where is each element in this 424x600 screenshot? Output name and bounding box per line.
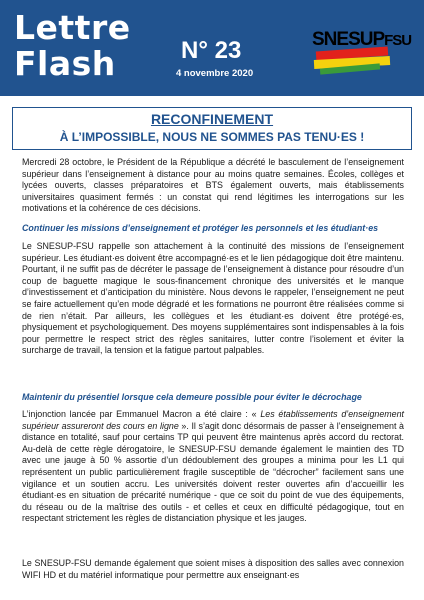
- presential-text-rest: ». Il s’agit donc désormais de passer à l’enseignement à distance en totalité, sauf pour certains TP qui peuvent être maintenus après accord du rectorat. Au-delà de cette règle dérogatoire, le SNESUP-FSU demande également le maintien des TD avec une jauge à 50 % assortie d’un dédoublement des groupes a minima pour les L1 qui représentent un public particulièrement fragile susceptible de “décrocher” facilement sans une vigilance et un soutien accru. Les universités doivent rester ouvertes afin d’accueillir les étudiant·es en situation de précarité numérique - que ce soit du point de vue des équipements, du réseau ou de la maîtrise des outils - et celles et ceux en difficulté pédagogique, tout en respectant strictement les règles de distanciation physique et les jauges.: [22, 420, 404, 524]
- snesup-fsu-logo: [312, 28, 412, 76]
- headline-box: [12, 107, 412, 150]
- logo-main-text: SNESUP: [312, 29, 385, 50]
- masthead-flash: Flash: [14, 44, 116, 83]
- newsletter-header: [0, 0, 424, 96]
- macron-quote: Les établissements d’enseignement supérieur assureront des cours en ligne: [22, 409, 404, 431]
- resources-paragraph: Le SNESUP-FSU demande également que soient mises à disposition des salles avec connexion WIFI HD et du matériel informatique pour permettre aux enseignant·es: [22, 558, 404, 580]
- issue-number: N° 23: [181, 37, 242, 64]
- logo-wordmark: [312, 30, 411, 51]
- headline-subtitle: À L’IMPOSSIBLE, NOUS NE SOMMES PAS TENU·ES !: [59, 130, 365, 144]
- presential-paragraph: [22, 409, 404, 525]
- headline-title: RECONFINEMENT: [150, 111, 274, 127]
- intro-paragraph: Mercredi 28 octobre, le Président de la République a décrété le basculement de l’enseignement supérieur dans l’enseignement à distance pour au moins quatre semaines. Écoles, collèges et lycées ouverts, classes préparatoires et BTS également ouverts, mais établissements universitaires quasiment fermés : un constat qui rend légitimes les interrogations sur les motivations et la cohérence de ces décisions.: [22, 157, 404, 214]
- section-heading-continuity: Continuer les missions d’enseignement et protéger les personnels et les étudiant·es: [22, 223, 379, 233]
- issue-date: 4 novembre 2020: [176, 68, 254, 79]
- masthead-lettre: Lettre: [14, 8, 131, 47]
- logo-sub-text: FSU: [384, 32, 412, 49]
- presential-text-start: L’injonction lancée par Emmanuel Macron a été claire : «: [22, 409, 261, 419]
- continuity-paragraph: Le SNESUP-FSU rappelle son attachement à la continuité des missions de l’enseignement supérieur. Les étudiant·es doivent être accompagné·es et le lien pédagogique doit être maintenu. Pourtant, il ne suffit pas de décréter le passage de l’enseignement à distance pour résoudre d’un coup de baguette magique le sous-financement chronique des universités et le manque d’investissement et d’anticipation du ministère. Nous devons le rappeler, l’enseignement ne peut se faire actuellement qu’en mode dégradé et les formations ne pourront être réalisées comme si de rien n’était. Par ailleurs, les collègues et les étudiant·es doivent être protégé·es, physiquement et psychologiquement. Des moyens supplémentaires sont indispensables à la fois pour permettre le respect strict des règles sanitaires, lutter contre l’isolement et éviter la surcharge de travail, la tension et la fatigue partout palpables.: [22, 241, 404, 356]
- section-heading-presential: Maintenir du présentiel lorsque cela demeure possible pour éviter le décrochage: [22, 392, 362, 402]
